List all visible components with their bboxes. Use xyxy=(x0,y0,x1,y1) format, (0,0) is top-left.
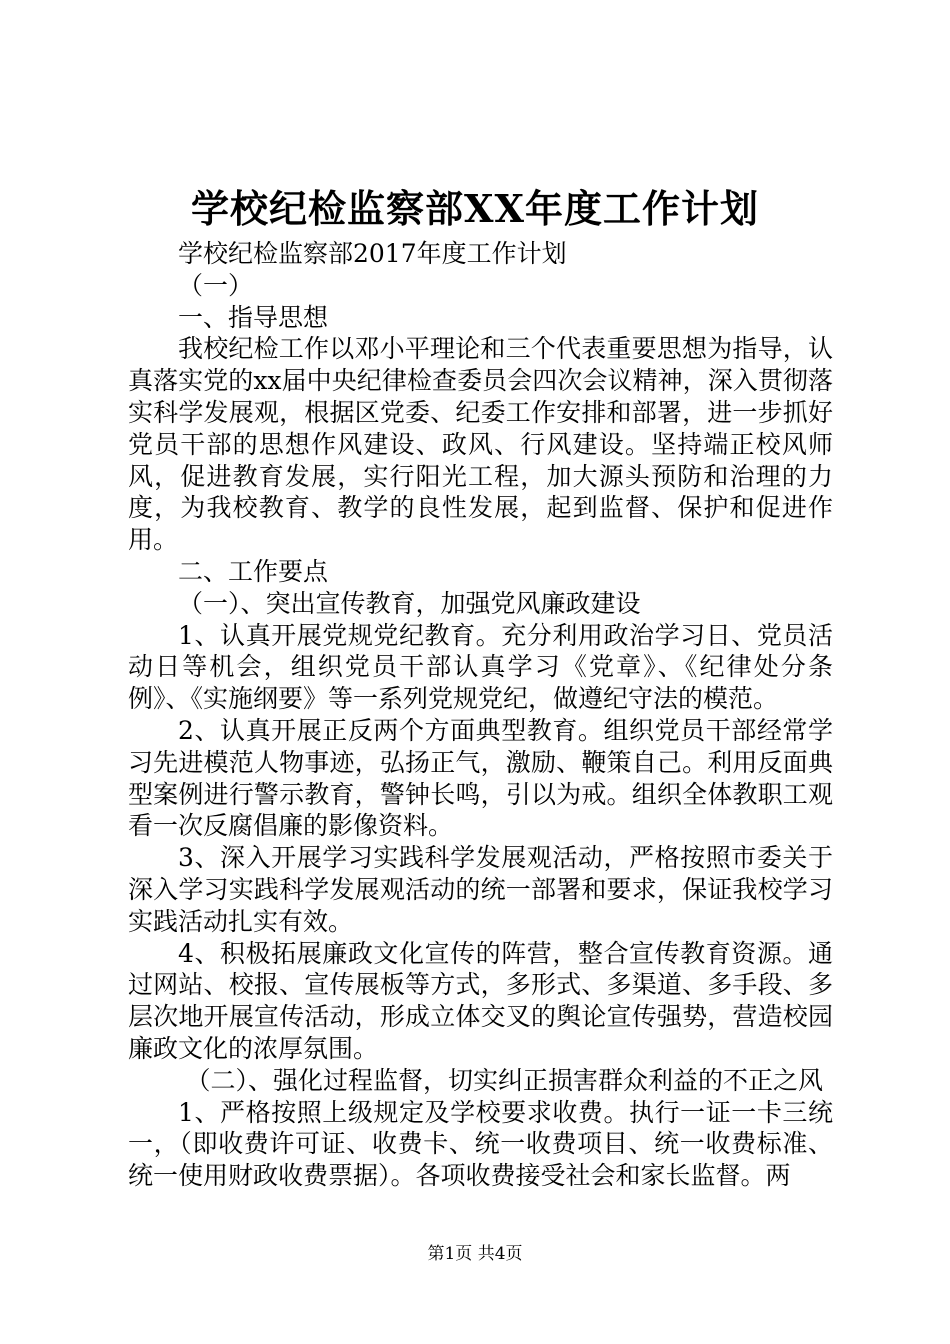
subheading-propaganda-education: （一）、突出宣传教育，加强党风廉政建设 xyxy=(178,588,641,618)
paragraph-item-2: 2、认真开展正反两个方面典型教育。组织党员干部经常学习先进模范人物事迹，弘扬正气，激励、鞭策自己。利用反面典型案例进行警示教育，警钟长鸣，引以为戒。组织全体教职工观看一次反腐倡廉的影像资料。 xyxy=(128,715,833,841)
heading-work-points: 二、工作要点 xyxy=(178,556,329,586)
page-footer: 第1页 共4页 xyxy=(427,1244,523,1264)
paragraph-guiding-ideology: 我校纪检工作以邓小平理论和三个代表重要思想为指导，认真落实党的xx届中央纪律检查委员会四次会议精神，深入贯彻落实科学发展观，根据区党委、纪委工作安排和部署，进一步抓好党员干部的思想作风建设、政风、行风建设。坚持端正校风师风，促进教育发展，实行阳光工程，加大源头预防和治理的力度，为我校教育、教学的良性发展，起到监督、保护和促进作用。 xyxy=(128,334,833,555)
subheading-process-supervision: （二）、强化过程监督，切实纠正损害群众利益的不正之风 xyxy=(185,1065,824,1095)
document-body xyxy=(128,238,833,1192)
paragraph-subtitle: 学校纪检监察部2017年度工作计划 xyxy=(178,239,567,268)
paragraph-item-1: 1、认真开展党规党纪教育。充分利用政治学习日、党员活动日等机会，组织党员干部认真学习《党章》、《纪律处分条例》、《实施纲要》等一系列党规党纪，做遵纪守法的模范。 xyxy=(128,620,833,714)
paragraph-item-4: 4、积极拓展廉政文化宣传的阵营，整合宣传教育资源。通过网站、校报、宣传展板等方式，多形式、多渠道、多手段、多层次地开展宣传活动，形成立体交叉的舆论宣传强势，营造校园廉政文化的浓厚氛围。 xyxy=(128,938,833,1063)
paragraph-section-number: （一） xyxy=(178,270,254,300)
paragraph-fee-item-1: 1、严格按照上级规定及学校要求收费。执行一证一卡三统一，（即收费许可证、收费卡、统一收费项目、统一收费标准、统一使用财政收费票据）。各项收费接受社会和家长监督。两 xyxy=(128,1097,833,1191)
heading-guiding-ideology: 一、指导思想 xyxy=(178,302,329,332)
document-title: 学校纪检监察部XX年度工作计划 xyxy=(191,186,759,231)
paragraph-item-3: 3、深入开展学习实践科学发展观活动，严格按照市委关于深入学习实践科学发展观活动的统一部署和要求，保证我校学习实践活动扎实有效。 xyxy=(128,843,833,936)
